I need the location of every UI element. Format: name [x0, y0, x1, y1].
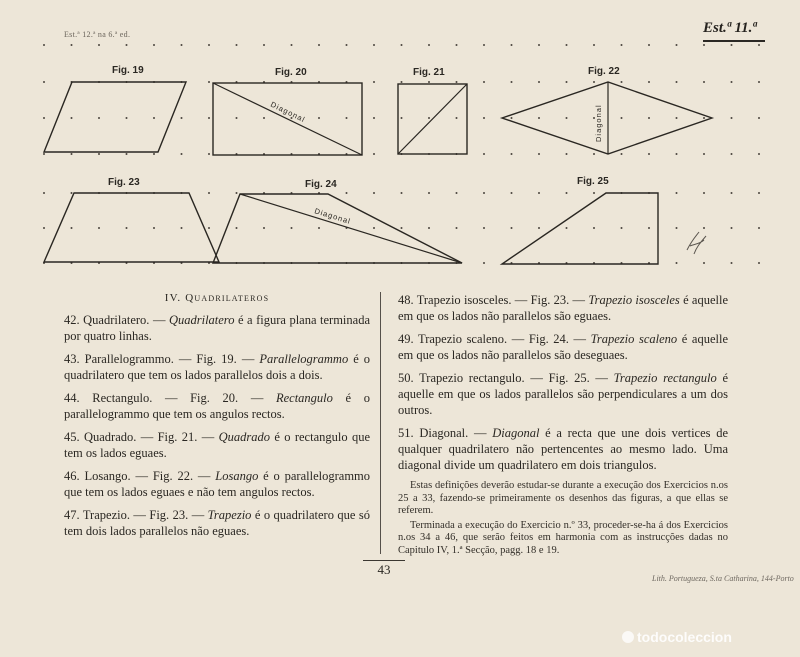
grid-dot	[126, 117, 128, 119]
grid-dot	[483, 117, 485, 119]
definition-number: 48.	[398, 293, 414, 307]
grid-dot	[758, 44, 760, 46]
grid-dot	[43, 153, 45, 155]
definition-term: Diagonal.	[419, 426, 469, 440]
fig24-label: Fig. 24	[305, 179, 337, 190]
fig22-label: Fig. 22	[588, 66, 620, 77]
grid-dot	[676, 117, 678, 119]
definition-number: 43.	[64, 352, 80, 366]
definition-item: 51. Diagonal. — Diagonal é a recta que une dois vertices de qualquer quadrilatero não pertencentes ao mesmo lado. Uma diagonal divide um quadrilatero em dois triangulos.	[398, 426, 728, 472]
grid-dot	[703, 81, 705, 83]
fig21-label: Fig. 21	[413, 67, 445, 78]
grid-dot	[703, 192, 705, 194]
grid-dot	[181, 44, 183, 46]
definition-item: 43. Parallelogrammo. — Fig. 19. — Parallelogrammo é o quadrilatero que tem os lados parallelos dois a dois.	[64, 352, 371, 382]
grid-dot	[126, 44, 128, 46]
fig19-label: Fig. 19	[112, 65, 144, 76]
grid-dot	[428, 227, 430, 229]
fig23-trapezoid	[44, 193, 219, 262]
definitions-right-list	[398, 292, 728, 473]
definition-text: é o quadrilatero que só tem dois lados parallelos não eguaes.	[64, 508, 371, 538]
grid-dot	[758, 262, 760, 264]
grid-dot	[621, 153, 623, 155]
grid-dot	[621, 44, 623, 46]
grid-dot	[676, 227, 678, 229]
grid-dot	[208, 192, 210, 194]
grid-dot	[511, 81, 513, 83]
definition-number: 47.	[64, 508, 80, 522]
fig20-diagonal-label: Diagonal	[269, 99, 307, 125]
definition-emphasis: Quadrilatero	[168, 313, 235, 327]
grid-dot	[236, 44, 238, 46]
grid-dot	[181, 117, 183, 119]
definition-term: Quadrado.	[83, 430, 137, 444]
definition-emphasis: Rectangulo	[275, 391, 333, 405]
definition-item: 49. Trapezio scaleno. — Fig. 24. — Trapezio scaleno é aquelle em que os lados não parallelos são deseguaes.	[398, 332, 729, 362]
grid-dot	[71, 227, 73, 229]
pencil-scribble-icon	[687, 232, 706, 254]
definition-item: 48. Trapezio isosceles. — Fig. 23. — Trapezio isosceles é aquelle em que os lados não parallelos são eguaes.	[398, 293, 729, 323]
grid-dot	[483, 227, 485, 229]
grid-dot	[153, 44, 155, 46]
grid-dot	[758, 192, 760, 194]
watermark-text: todocoleccion	[637, 629, 732, 645]
grid-dot	[263, 117, 265, 119]
definition-text: é aquelle em que os lados não parallelos são deseguaes.	[398, 332, 729, 362]
grid-dot	[208, 153, 210, 155]
grid-dot	[71, 117, 73, 119]
grid-dot	[43, 227, 45, 229]
grid-dot	[98, 153, 100, 155]
grid-dot	[566, 44, 568, 46]
grid-dot	[428, 81, 430, 83]
grid-dot	[511, 227, 513, 229]
definition-number: 46.	[64, 469, 80, 483]
grid-dot	[731, 81, 733, 83]
grid-dot	[98, 227, 100, 229]
grid-dot	[236, 192, 238, 194]
grid-dot	[153, 227, 155, 229]
grid-dot	[71, 44, 73, 46]
definition-figure-ref: Fig. 21.	[157, 430, 198, 444]
page-number-rule	[363, 560, 405, 561]
definition-number: 49.	[398, 332, 414, 346]
grid-dot	[401, 227, 403, 229]
fig22-rhombus	[502, 82, 712, 154]
grid-dot	[98, 44, 100, 46]
definition-term: Parallelogrammo.	[84, 352, 174, 366]
grid-dot	[373, 227, 375, 229]
fig25-label: Fig. 25	[577, 176, 609, 187]
grid-dot	[648, 44, 650, 46]
fig19-parallelogram	[44, 82, 186, 152]
grid-dot	[456, 44, 458, 46]
lithographer-credit: Lith. Portugueza, S.ta Catharina, 144-Porto	[652, 574, 794, 583]
grid-dot	[71, 153, 73, 155]
grid-dot	[648, 81, 650, 83]
grid-dot	[703, 262, 705, 264]
grid-dot	[566, 81, 568, 83]
grid-dot	[71, 192, 73, 194]
grid-dot	[731, 262, 733, 264]
definitions-left-list	[64, 312, 370, 539]
definition-item: 44. Rectangulo. — Fig. 20. — Rectangulo é o parallelogrammo que tem os angulos rectos.	[64, 391, 370, 421]
grid-dot	[593, 153, 595, 155]
grid-dot	[676, 153, 678, 155]
grid-dot	[318, 117, 320, 119]
grid-dot	[291, 227, 293, 229]
grid-dot	[456, 81, 458, 83]
grid-dot	[373, 81, 375, 83]
grid-dot	[621, 227, 623, 229]
definition-term: Losango.	[84, 469, 131, 483]
watermark	[622, 629, 732, 645]
grid-dot	[373, 117, 375, 119]
grid-dot	[346, 192, 348, 194]
fig23-label: Fig. 23	[108, 177, 140, 188]
grid-dot	[511, 192, 513, 194]
definitions-left-column	[64, 292, 370, 546]
grid-dot	[483, 81, 485, 83]
fig24-diagonal-label: Diagonal	[313, 206, 353, 226]
grid-dot	[428, 192, 430, 194]
definition-item: 46. Losango. — Fig. 22. — Losango é o parallelogrammo que tem os lados eguaes e não tem angulos rectos.	[64, 469, 371, 499]
grid-dot	[758, 153, 760, 155]
grid-dot	[758, 117, 760, 119]
definition-text: é a figura plana terminada por quatro linhas.	[64, 313, 370, 343]
grid-dot	[731, 192, 733, 194]
fig20-label: Fig. 20	[275, 67, 307, 78]
grid-dot	[456, 227, 458, 229]
grid-dot	[126, 227, 128, 229]
definitions-right-column	[380, 292, 728, 554]
grid-dot	[401, 117, 403, 119]
definition-number: 51.	[398, 426, 414, 440]
grid-dot	[181, 227, 183, 229]
grid-dot	[593, 192, 595, 194]
grid-dot	[208, 117, 210, 119]
grid-dot	[676, 81, 678, 83]
grid-dot	[511, 153, 513, 155]
grid-dot	[648, 153, 650, 155]
edition-note: Est.ª 12.ª na 6.ª ed.	[64, 30, 131, 39]
grid-dot	[511, 117, 513, 119]
grid-dot	[456, 192, 458, 194]
definition-term: Quadrilatero.	[83, 313, 150, 327]
definition-figure-ref: Fig. 23.	[530, 293, 570, 307]
grid-dot	[98, 117, 100, 119]
grid-dot	[263, 44, 265, 46]
grid-dot	[263, 227, 265, 229]
grid-dot	[676, 192, 678, 194]
grid-dot	[731, 227, 733, 229]
grid-dot	[538, 153, 540, 155]
definition-emphasis: Diagonal	[492, 426, 540, 440]
definition-emphasis: Trapezio scaleno	[590, 332, 678, 346]
grid-dot	[208, 44, 210, 46]
grid-dot	[566, 153, 568, 155]
definition-text: é aquelle em que os lados não parallelos são eguaes.	[398, 293, 729, 323]
grid-dot	[373, 44, 375, 46]
grid-dot	[483, 262, 485, 264]
grid-dot	[236, 227, 238, 229]
definition-term: Rectangulo.	[92, 391, 153, 405]
grid-dot	[401, 192, 403, 194]
footnote-1: Estas definições deverão estudar-se durante a execução dos Exercicios n.os 25 a 33, fazendo-se primeiramente os desenhos das figuras, a que ellas se referem.	[398, 480, 728, 516]
grid-dot	[511, 44, 513, 46]
definition-figure-ref: Fig. 22.	[152, 469, 194, 483]
definition-item: 47. Trapezio. — Fig. 23. — Trapezio é o quadrilatero que só tem dois lados parallelos não eguaes.	[64, 508, 371, 538]
definition-item: 50. Trapezio rectangulo. — Fig. 25. — Trapezio rectangulo é aquelle em que os lados parallelos são perpendiculares a um dos outros.	[398, 371, 729, 417]
definition-number: 50.	[398, 371, 414, 385]
grid-dot	[593, 227, 595, 229]
definition-item: 42. Quadrilatero. — Quadrilatero é a figura plana terminada por quatro linhas.	[64, 313, 370, 343]
definition-figure-ref: Fig. 24.	[528, 332, 569, 346]
grid-dot	[208, 227, 210, 229]
grid-dot	[703, 117, 705, 119]
definition-emphasis: Trapezio	[207, 508, 252, 522]
grid-dot	[758, 227, 760, 229]
grid-dot	[43, 117, 45, 119]
grid-dot	[483, 44, 485, 46]
grid-dot	[538, 192, 540, 194]
grid-dot	[401, 44, 403, 46]
fig22-diagonal-label: Diagonal	[594, 104, 603, 142]
definition-text: é o rectangulo que tem os lados eguaes.	[64, 430, 370, 460]
definition-item: 45. Quadrado. — Fig. 21. — Quadrado é o rectangulo que tem os lados eguaes.	[64, 430, 370, 460]
fig24-trapezoid	[213, 194, 462, 263]
grid-dot	[538, 227, 540, 229]
definition-figure-ref: Fig. 19.	[196, 352, 237, 366]
grid-dot	[318, 44, 320, 46]
grid-dot	[731, 44, 733, 46]
definition-emphasis: Quadrado	[218, 430, 270, 444]
grid-dot	[43, 81, 45, 83]
grid-dot	[593, 44, 595, 46]
grid-dot	[126, 153, 128, 155]
grid-dot	[538, 117, 540, 119]
grid-dot	[153, 117, 155, 119]
grid-dot	[401, 81, 403, 83]
grid-dot	[483, 192, 485, 194]
fig20-diagonal	[213, 83, 362, 155]
grid-dot	[703, 44, 705, 46]
grid-dot	[43, 44, 45, 46]
grid-dot	[593, 81, 595, 83]
definition-emphasis: Trapezio rectangulo	[613, 371, 717, 385]
footnote-2: Terminada a execução do Exercicio n.º 33, proceder-se-ha á dos Exercicios n.os 34 a 46, que serão feitos em harmonia com as instrucções dadas no Capitulo IV, 1.ª Secção, pagg. 18 e 19.	[398, 519, 728, 556]
definition-term: Trapezio.	[82, 508, 130, 522]
definition-term: Trapezio rectangulo.	[419, 371, 525, 385]
definition-emphasis: Losango	[215, 469, 259, 483]
definition-text: é o parallelogrammo que tem os angulos rectos.	[64, 391, 370, 421]
grid-dot	[208, 81, 210, 83]
section-title: IV. Quadrilateros	[164, 292, 270, 304]
grid-dot	[676, 44, 678, 46]
grid-dot	[291, 44, 293, 46]
grid-dot	[43, 192, 45, 194]
grid-dot	[153, 153, 155, 155]
grid-dot	[566, 192, 568, 194]
grid-dot	[318, 227, 320, 229]
definition-text: é o parallelogrammo que tem os lados eguaes e não tem angulos rectos.	[64, 469, 371, 499]
definition-text: é a recta que une dois vertices de qualquer quadrilatero não pertencentes ao mesmo lado. Uma diagonal divide um quadrilatero em dois triangulos.	[398, 426, 728, 472]
grid-dot	[483, 153, 485, 155]
grid-dot	[566, 117, 568, 119]
definition-number: 44.	[64, 391, 80, 405]
grid-dot	[428, 117, 430, 119]
definition-emphasis: Parallelogrammo	[259, 352, 349, 366]
grid-dot	[456, 117, 458, 119]
definition-figure-ref: Fig. 23.	[149, 508, 189, 522]
grid-dot	[621, 81, 623, 83]
grid-dot	[758, 81, 760, 83]
grid-dot	[703, 227, 705, 229]
grid-dot	[373, 153, 375, 155]
grid-dot	[648, 227, 650, 229]
watermark-logo-icon	[622, 631, 634, 643]
definition-text: é aquelle em que os lados parallelos são perpendiculares a um dos outros.	[398, 371, 729, 417]
definition-number: 45.	[64, 430, 80, 444]
grid-dot	[236, 117, 238, 119]
fig25-trapezoid	[502, 193, 658, 264]
grid-dot	[731, 153, 733, 155]
grid-dot	[676, 262, 678, 264]
grid-dot	[538, 81, 540, 83]
definition-term: Trapezio scaleno.	[418, 332, 508, 346]
plate-label: Est.ª 11.ª	[703, 20, 757, 36]
definition-figure-ref: Fig. 20.	[190, 391, 239, 405]
figures-panel	[0, 0, 800, 290]
grid-dot	[346, 117, 348, 119]
grid-dot	[648, 117, 650, 119]
definition-term: Trapezio isosceles.	[416, 293, 512, 307]
grid-dot	[346, 44, 348, 46]
grid-dot	[538, 44, 540, 46]
fig21-diagonal	[398, 84, 467, 154]
grid-dot	[621, 117, 623, 119]
definition-emphasis: Trapezio isosceles	[588, 293, 680, 307]
grid-dot	[703, 153, 705, 155]
grid-dot	[566, 227, 568, 229]
grid-dot	[731, 117, 733, 119]
grid-dot	[373, 192, 375, 194]
grid-dot	[428, 44, 430, 46]
grid-dot	[181, 153, 183, 155]
definition-text: é o quadrilatero que tem os lados parallelos dois a dois.	[64, 352, 371, 382]
definition-number: 42.	[64, 313, 80, 327]
page-number: 43	[377, 562, 391, 577]
definition-figure-ref: Fig. 25.	[548, 371, 590, 385]
